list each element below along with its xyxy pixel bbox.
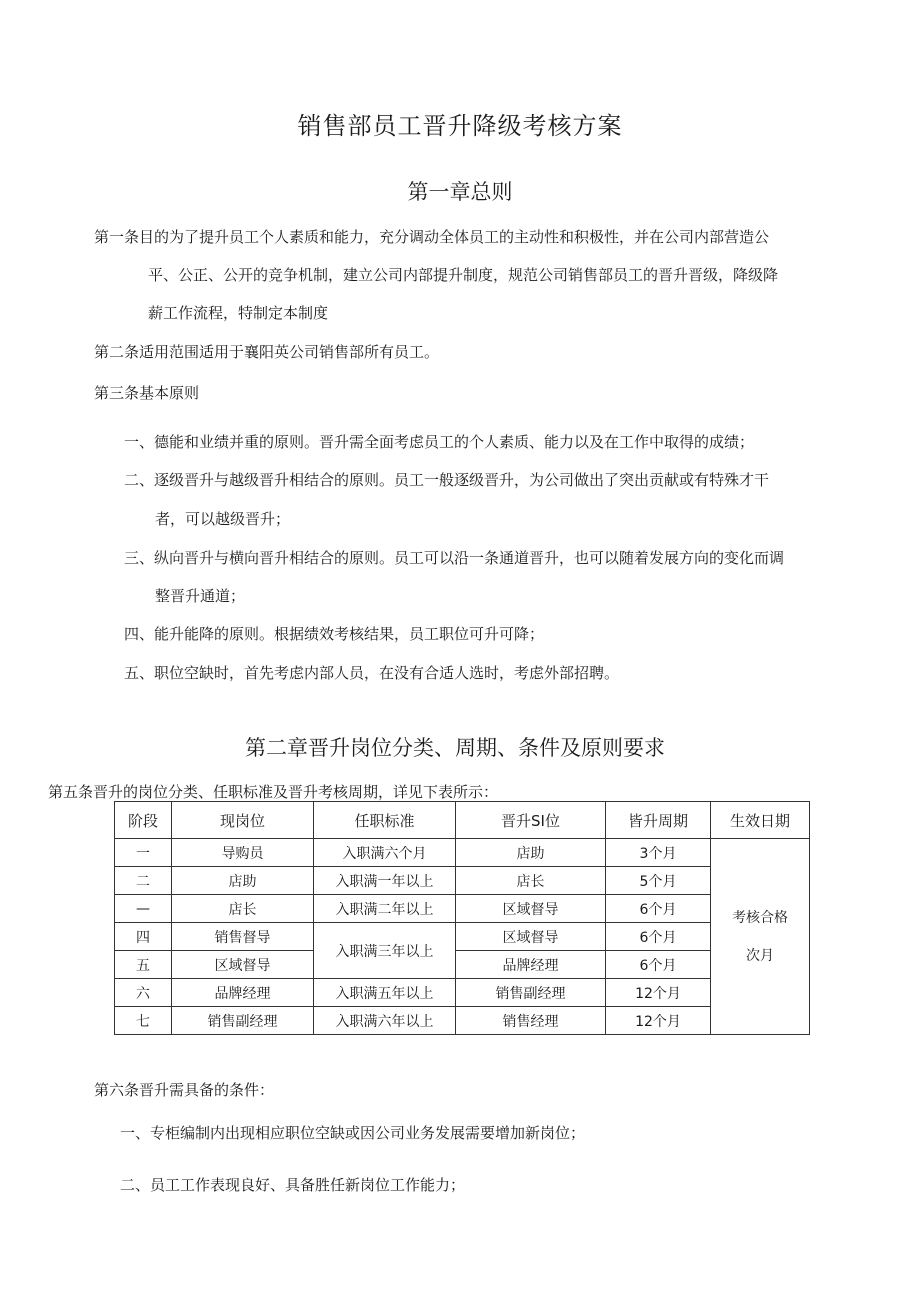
cell-current: 店助 xyxy=(172,867,314,895)
principle-item: 二、逐级晋升与越级晋升相结合的原则。员工一般逐级晋升，为公司做出了突出贡献或有特殊才干 xyxy=(124,471,770,489)
document-title: 销售部员工晋升降级考核方案 xyxy=(297,112,623,140)
header-stage: 阶段 xyxy=(115,802,172,839)
cell-current: 销售副经理 xyxy=(172,1007,314,1035)
header-target-position: 晋升SI位 xyxy=(456,802,606,839)
condition-item: 一、专柜编制内出现相应职位空缺或因公司业务发展需要增加新岗位； xyxy=(120,1124,586,1142)
cell-standard: 入职满二年以上 xyxy=(314,895,456,923)
chapter-1-heading: 第一章总则 xyxy=(407,180,513,204)
cell-target: 区域督导 xyxy=(456,895,606,923)
cell-current: 品牌经理 xyxy=(172,979,314,1007)
article-1-line-1: 第一条目的为了提升员工个人素质和能力，充分调动全体员工的主动性和积极性，并在公司内部营造公 xyxy=(94,228,770,246)
cell-stage: — xyxy=(115,895,172,923)
condition-item: 二、员工工作表现良好、具备胜任新岗位工作能力； xyxy=(120,1176,466,1194)
cell-target: 店助 xyxy=(456,839,606,867)
cell-target: 销售副经理 xyxy=(456,979,606,1007)
effective-line-1: 考核合格 xyxy=(732,909,788,926)
cell-standard: 入职满三年以上 xyxy=(314,923,456,979)
table-row xyxy=(115,867,810,895)
cell-target: 区域督导 xyxy=(456,923,606,951)
cell-standard: 入职满一年以上 xyxy=(314,867,456,895)
cell-target: 销售经理 xyxy=(456,1007,606,1035)
cell-cycle: 12个月 xyxy=(606,1007,711,1035)
article-6-heading: 第六条晋升需具备的条件： xyxy=(94,1081,275,1099)
table-row xyxy=(115,923,810,951)
promotion-table xyxy=(114,801,810,1035)
article-5: 第五条晋升的岗位分类、任职标准及晋升考核周期，详见下表所示： xyxy=(48,783,499,801)
cell-current: 区域督导 xyxy=(172,951,314,979)
table-row xyxy=(115,839,810,867)
principle-item: 五、职位空缺时，首先考虑内部人员，在没有合适人选时，考虑外部招聘。 xyxy=(124,664,620,682)
cell-current: 店长 xyxy=(172,895,314,923)
cell-standard: 入职满六年以上 xyxy=(314,1007,456,1035)
principle-item-continuation: 整晋升通道； xyxy=(155,587,246,605)
header-standard: 任职标准 xyxy=(314,802,456,839)
cell-cycle: 6个月 xyxy=(606,951,711,979)
principle-item: 一、德能和业绩并重的原则。晋升需全面考虑员工的个人素质、能力以及在工作中取得的成绩； xyxy=(124,433,755,451)
cell-stage: 五 xyxy=(115,951,172,979)
cell-stage: 六 xyxy=(115,979,172,1007)
cell-stage: 二 xyxy=(115,867,172,895)
header-cycle: 皆升周期 xyxy=(606,802,711,839)
cell-standard: 入职满五年以上 xyxy=(314,979,456,1007)
cell-cycle: 6个月 xyxy=(606,923,711,951)
article-3-heading: 第三条基本原则 xyxy=(94,384,200,402)
table-row xyxy=(115,895,810,923)
table-row xyxy=(115,951,810,979)
cell-stage: 七 xyxy=(115,1007,172,1035)
article-1-line-2: 平、公正、公开的竞争机制，建立公司内部提升制度，规范公司销售部员工的晋升晋级，降级降 xyxy=(148,266,779,284)
table-header-row xyxy=(115,802,810,839)
cell-cycle: 3个月 xyxy=(606,839,711,867)
cell-current: 导购员 xyxy=(172,839,314,867)
table-row xyxy=(115,979,810,1007)
header-current-position: 现岗位 xyxy=(172,802,314,839)
principle-item: 四、能升能降的原则。根据绩效考核结果，员工职位可升可降； xyxy=(124,625,545,643)
chapter-2-heading: 第二章晋升岗位分类、周期、条件及原则要求 xyxy=(245,736,665,760)
cell-effective-date xyxy=(711,839,810,1035)
cell-cycle: 6个月 xyxy=(606,895,711,923)
cell-stage: 一 xyxy=(115,839,172,867)
cell-cycle: 12个月 xyxy=(606,979,711,1007)
cell-target: 店长 xyxy=(456,867,606,895)
article-1-line-3: 薪工作流程，特制定本制度 xyxy=(148,304,329,322)
header-effective-date: 生效日期 xyxy=(711,802,810,839)
principle-item: 三、纵向晋升与横向晋升相结合的原则。员工可以沿一条通道晋升，也可以随着发展方向的变化而调 xyxy=(124,549,785,567)
effective-line-2: 次月 xyxy=(746,947,774,964)
principle-item-continuation: 者，可以越级晋升； xyxy=(155,510,291,528)
cell-standard: 入职满六个月 xyxy=(314,839,456,867)
cell-current: 销售督导 xyxy=(172,923,314,951)
article-2: 第二条适用范围适用于襄阳英公司销售部所有员工。 xyxy=(94,343,440,361)
table-row xyxy=(115,1007,810,1035)
cell-cycle: 5个月 xyxy=(606,867,711,895)
cell-stage: 四 xyxy=(115,923,172,951)
cell-target: 品牌经理 xyxy=(456,951,606,979)
